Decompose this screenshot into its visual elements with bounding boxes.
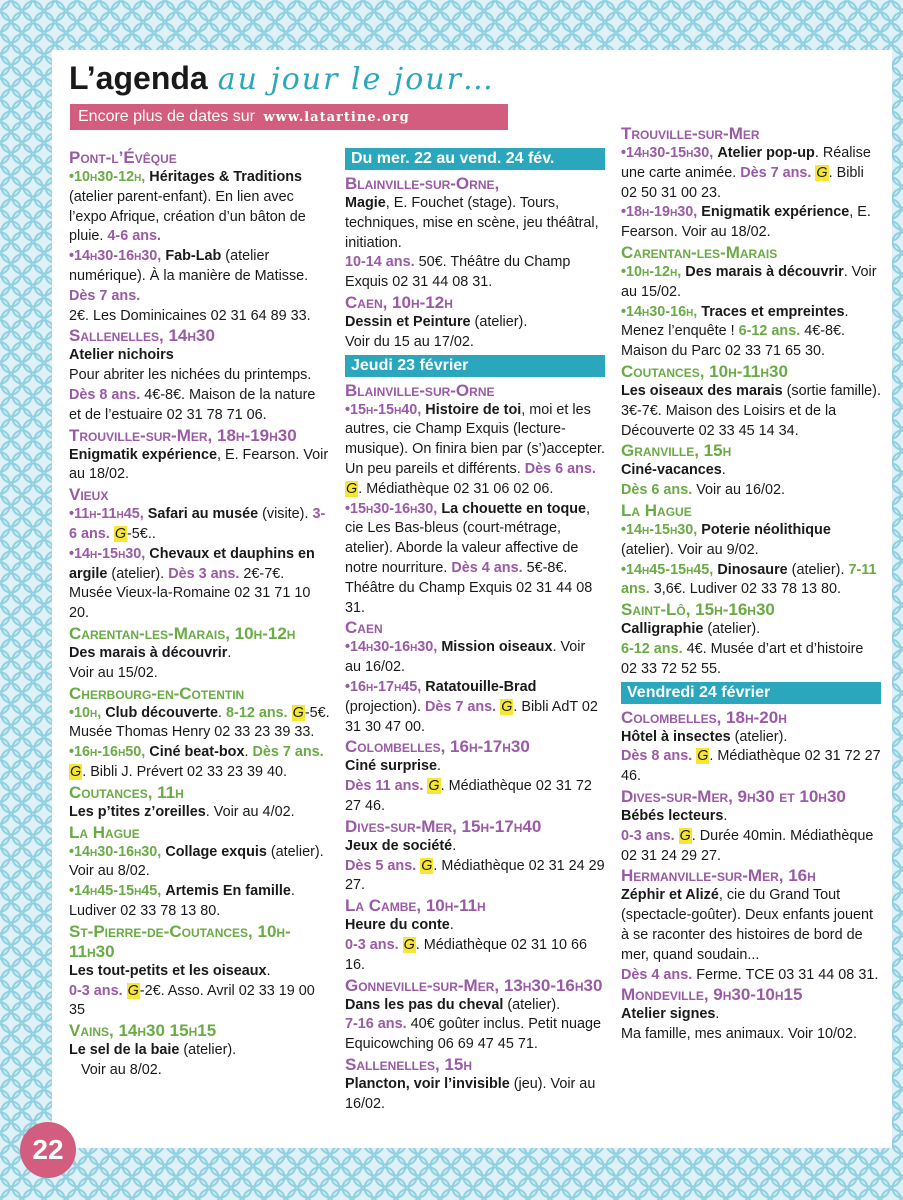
free-badge: G — [346, 480, 358, 497]
free-badge: G — [403, 936, 415, 953]
event-entry: •14h45-15h45, Dinosaure (atelier). 7-11 ans. 3,6€. Ludiver 02 33 78 13 80. — [621, 561, 877, 598]
venue-heading: Coutances, 11h — [69, 782, 184, 802]
free-badge: G — [70, 763, 82, 780]
event-entry: Zéphir et Alizé, cie du Grand Tout (spectacle-goûter). Deux enfants jouent à se raconter des histoires de bord de mer, quand soudain... Dès 4 ans. Ferme. TCE 03 31 44 08 31. — [621, 887, 879, 983]
venue-heading: Coutances, 10h-11h30 — [621, 361, 788, 381]
venue-heading: Hermanville-sur-Mer, 16h — [621, 866, 816, 886]
event-entry: Enigmatik expérience, E. Fearson. Voir au 18/02. — [69, 446, 329, 483]
venue-heading: Blainville-sur-Orne — [345, 380, 495, 400]
event-entry: •16h-16h50, Ciné beat-box. Dès 7 ans. G. Bibli J. Prévert 02 33 23 39 40. — [69, 744, 324, 780]
venue-heading: Sallenelles, 15h — [345, 1054, 473, 1074]
agenda-column-2 — [345, 146, 605, 1114]
page-title — [69, 60, 495, 97]
event-entry: •11h-11h45, Safari au musée (visite). 3-6 ans. G-5€.. — [69, 506, 326, 542]
venue-heading: Dives-sur-Mer, 9h30 et 10h30 — [621, 786, 846, 806]
venue-heading: Colombelles, 16h-17h30 — [345, 737, 530, 757]
event-entry: Jeux de société. Dès 5 ans. G. Médiathèque 02 31 24 29 27. — [345, 837, 605, 894]
date-section-header: Du mer. 22 au vend. 24 fév. — [345, 148, 605, 170]
free-badge: G — [679, 827, 691, 844]
event-entry: Ciné-vacances. Dès 6 ans. Voir au 16/02. — [621, 462, 786, 499]
venue-heading: Carentan-les-Marais, 10h-12h — [69, 623, 296, 643]
venue-heading: Granville, 15h — [621, 441, 732, 461]
event-entry: Dans les pas du cheval (atelier). 7-16 ans. 40€ goûter inclus. Petit nuage Equicowching 06 69 47 45 71. — [345, 996, 602, 1053]
event-entry: •15h-15h40, Histoire de toi, moi et les autres, cie Champ Exquis (lecture-musique). On finira bien par (s’)accepter. Un peu pareils et différents. Dès 6 ans. G. Médiathèque 02 31 06 02 06. — [345, 401, 605, 497]
event-entry: Bébés lecteurs. 0-3 ans. G. Durée 40min. Médiathèque 02 31 24 29 27. — [621, 807, 874, 864]
venue-heading: Gonneville-sur-Mer, 13h30-16h30 — [345, 975, 603, 995]
free-badge: G — [501, 698, 513, 715]
free-badge: G — [127, 982, 139, 999]
event-entry: •10h30-12h, Héritages & Traditions (atelier parent-enfant). En lien avec l’expo Afrique, création d’un bâton de pluie. 4-6 ans. — [69, 169, 306, 245]
free-badge: G — [292, 704, 304, 721]
venue-heading: Sallenelles, 14h30 — [69, 326, 215, 346]
agenda-column-3 — [621, 124, 881, 1045]
event-entry: Heure du conte. 0-3 ans. G. Médiathèque 02 31 10 66 16. — [345, 917, 588, 973]
venue-heading: Caen, 10h-12h — [345, 292, 453, 312]
event-entry: •15h30-16h30, La chouette en toque, cie Les Bas-bleus (court-métrage, atelier). Aborde la valeur affective de notre nourriture. Dès 4 ans. 5€-8€. Théâtre du Champ Exquis 02 31 44 08 31. — [345, 500, 593, 616]
event-entry: •10h, Club découverte. 8-12 ans. G-5€. Musée Thomas Henry 02 33 23 39 33. — [69, 704, 330, 741]
venue-heading: Caen — [345, 618, 383, 638]
venue-heading: Carentan-les-Marais — [621, 242, 778, 262]
free-badge: G — [114, 525, 127, 542]
venue-heading: Dives-sur-Mer, 15h-17h40 — [345, 816, 542, 836]
venue-heading: Blainville-sur-Orne, — [345, 174, 500, 193]
venue-heading: Saint-Lô, 15h-16h30 — [621, 600, 775, 620]
event-entry: Les oiseaux des marais (sortie famille). 3€-7€. Maison des Loisirs et de la Découverte 02 33 45 14 34. — [621, 382, 881, 439]
event-entry: •14h30-16h30, Fab-Lab (atelier numérique). À la manière de Matisse. Dès 7 ans. 2€. Les Dominicaines 02 31 64 89 33. — [69, 248, 311, 324]
event-entry: Les p’tites z’oreilles. Voir au 4/02. — [69, 803, 295, 820]
title-main: L’agenda — [69, 60, 208, 96]
venue-heading: St-Pierre-de-Coutances, 10h-11h30 — [69, 921, 291, 961]
agenda-column-1 — [69, 148, 331, 1081]
event-entry: Le sel de la baie (atelier). Voir au 8/02. — [69, 1042, 237, 1078]
event-entry: Atelier signes. Ma famille, mes animaux. Voir 10/02. — [621, 1006, 857, 1043]
free-badge: G — [421, 857, 433, 874]
event-entry: •14h45-15h45, Artemis En famille. Ludiver 02 33 78 13 80. — [69, 883, 295, 919]
venue-heading: La Cambe, 10h-11h — [345, 896, 486, 916]
event-entry: •14h30-16h30, Collage exquis (atelier). Voir au 8/02. — [69, 843, 324, 880]
event-entry: •14h-15h30, Chevaux et dauphins en argile (atelier). Dès 3 ans. 2€-7€. Musée Vieux-la-Romaine 02 31 71 10 20. — [69, 545, 315, 622]
event-entry: Dessin et Peinture (atelier). Voir du 15 au 17/02. — [345, 313, 528, 350]
event-entry: •14h30-16h30, Mission oiseaux. Voir au 16/02. — [345, 639, 586, 676]
event-entry: Hôtel à insectes (atelier). Dès 8 ans. G. Médiathèque 02 31 72 27 46. — [621, 728, 881, 785]
event-entry: •16h-17h45, Ratatouille-Brad (projection). Dès 7 ans. G. Bibli AdT 02 31 30 47 00. — [345, 678, 598, 735]
event-entry: Ciné surprise. Dès 11 ans. G. Médiathèque 02 31 72 27 46. — [345, 758, 592, 814]
date-section-header: Jeudi 23 février — [345, 355, 605, 377]
venue-heading: Pont-l’Évêque — [69, 148, 177, 167]
event-entry: Calligraphie (atelier). 6-12 ans. 4€. Musée d’art et d’histoire 02 33 72 52 55. — [621, 621, 864, 677]
venue-heading: La Hague — [69, 822, 140, 842]
event-entry: Atelier nichoirs Pour abriter les nichées du printemps. Dès 8 ans. 4€-8€. Maison de la nature et de l’estuaire 02 31 78 71 06. — [69, 347, 316, 423]
event-entry: Magie, E. Fouchet (stage). Tours, techniques, mise en scène, jeu théâtral, initiation. 10-14 ans. 50€. Théâtre du Champ Exquis 02 31 44 08 31. — [345, 195, 599, 291]
date-section-header: Vendredi 24 février — [621, 682, 881, 704]
event-entry: •14h30-15h30, Atelier pop-up. Réalise une carte animée. Dès 7 ans. G. Bibli 02 50 31 00 23. — [621, 145, 871, 201]
banner-link[interactable]: www.latartine.org — [263, 110, 410, 125]
venue-heading: La Hague — [621, 500, 692, 520]
page-number-badge: 22 — [20, 1122, 76, 1178]
event-entry: •14h-15h30, Poterie néolithique (atelier). Voir au 9/02. — [621, 521, 831, 558]
venue-heading: Colombelles, 18h-20h — [621, 707, 787, 727]
event-entry: Des marais à découvrir. Voir au 15/02. — [69, 644, 232, 681]
free-badge: G — [428, 778, 440, 795]
venue-heading: Mondeville, 9h30-10h15 — [621, 985, 803, 1005]
free-badge: G — [816, 164, 828, 181]
event-entry: Les tout-petits et les oiseaux. 0-3 ans. G-2€. Asso. Avril 02 33 19 00 35 — [69, 962, 315, 1019]
venue-heading: Vains, 14h30 15h15 — [69, 1021, 217, 1041]
venue-heading: Trouville-sur-Mer, 18h-19h30 — [69, 425, 297, 445]
venue-heading: Cherbourg-en-Cotentin — [69, 683, 245, 703]
venue-heading: Vieux — [69, 485, 109, 505]
title-script: au jour le jour… — [217, 62, 495, 97]
event-entry: •10h-12h, Des marais à découvrir. Voir au 15/02. — [621, 263, 877, 300]
banner-text: Encore plus de dates sur — [78, 108, 255, 125]
free-badge: G — [697, 748, 709, 765]
website-banner — [70, 104, 508, 130]
event-entry: Plancton, voir l’invisible (jeu). Voir au 16/02. — [345, 1075, 596, 1112]
event-entry: •18h-19h30, Enigmatik expérience, E. Fearson. Voir au 18/02. — [621, 204, 871, 241]
venue-heading: Trouville-sur-Mer — [621, 124, 760, 143]
event-entry: •14h30-16h, Traces et empreintes. Menez l’enquête ! 6-12 ans. 4€-8€. Maison du Parc 02 33 71 65 30. — [621, 303, 849, 360]
